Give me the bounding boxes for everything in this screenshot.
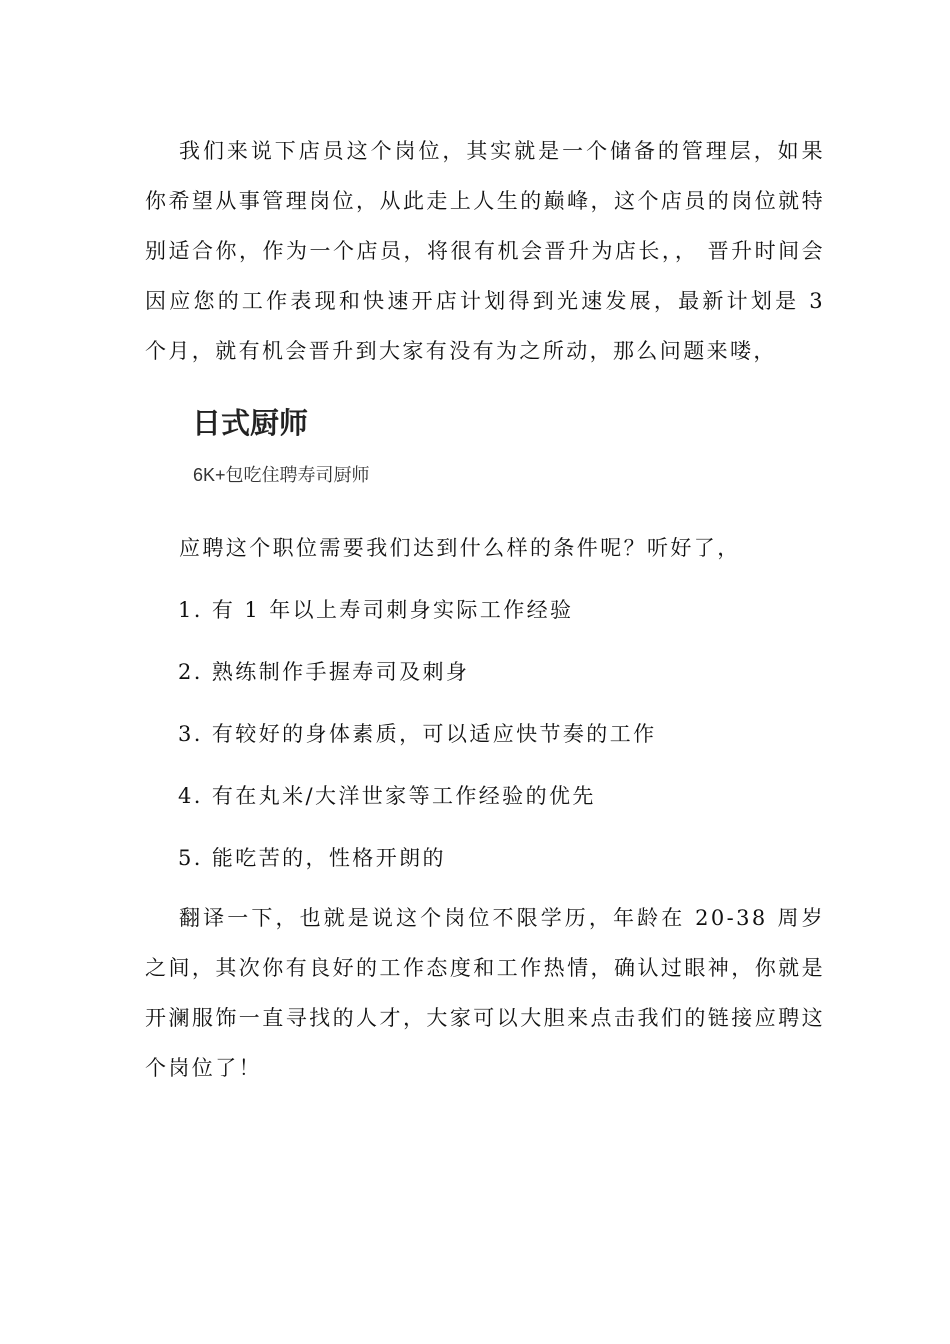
requirement-item: 3. 有较好的身体素质，可以适应快节奏的工作	[178, 722, 657, 746]
requirement-item: 2. 熟练制作手握寿司及刺身	[178, 660, 470, 684]
requirement-item: 5. 能吃苦的，性格开朗的	[178, 846, 446, 870]
intro-paragraph: 我们来说下店员这个岗位，其实就是一个储备的管理层，如果你希望从事管理岗位，从此走上人生的巅峰，这个店员的岗位就特别适合你，作为一个店员，将很有机会晋升为店长，， 晋升时间会因应您的工作表现和快速开店计划得到光速发展，最新计划是 3 个月，就有机会晋升到大家有没有为之所动，那么问题来喽，	[145, 139, 825, 363]
job-card-image	[192, 404, 492, 494]
job-title: 日式厨师	[192, 408, 309, 440]
job-subtitle: 6K+包吃住聘寿司厨师	[193, 465, 370, 485]
requirement-item: 1. 有 1 年以上寿司刺身实际工作经验	[178, 598, 574, 622]
requirement-item: 4. 有在丸米/大洋世家等工作经验的优先	[178, 784, 596, 808]
requirements-intro: 应聘这个职位需要我们达到什么样的条件呢？听好了，	[179, 536, 741, 560]
closing-paragraph: 翻译一下，也就是说这个岗位不限学历，年龄在 20-38 周岁之间，其次你有良好的工作态度和工作热情，确认过眼神，你就是开澜服饰一直寻找的人才，大家可以大胆来点击我们的链接应聘这个岗位了！	[145, 906, 825, 1080]
